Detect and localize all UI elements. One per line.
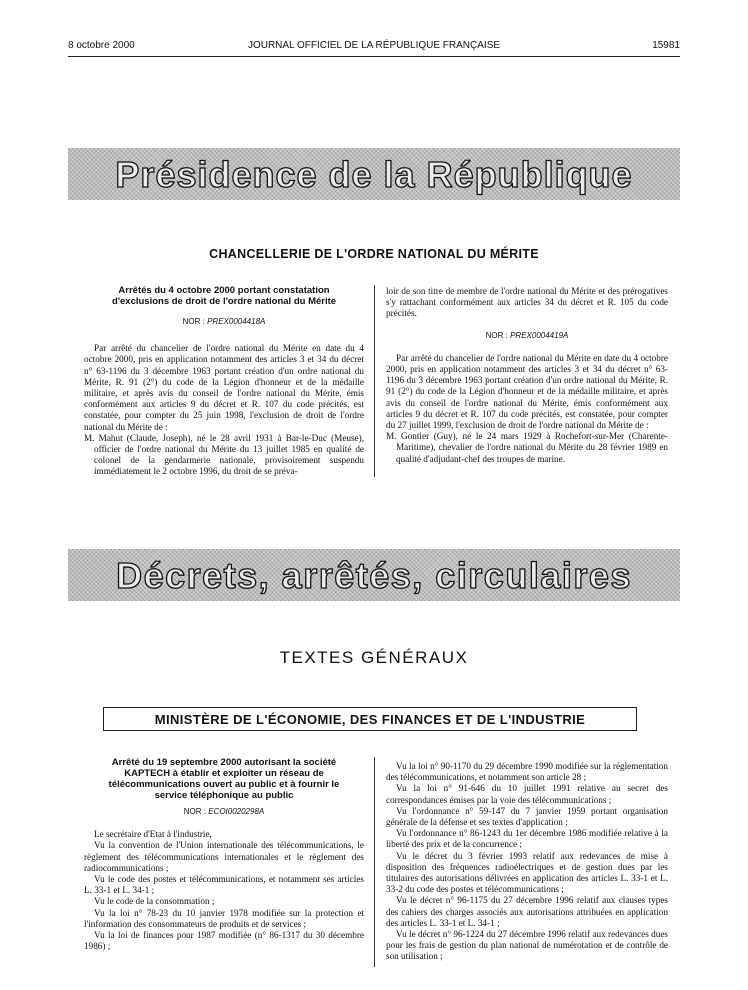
- visa-paragraph: Vu la loi n° 91-646 du 10 juillet 1991 relative au secret des correspondances émises par la voie des télécommunications ;: [386, 783, 668, 805]
- visa-paragraph: Vu la convention de l'Union internationale des télécommunications, le règlement des télécommunications internationales et le règlement des radiocommunications ;: [84, 840, 364, 873]
- column-divider: [374, 285, 375, 477]
- nor-reference-2: NOR : PREX0004419A: [485, 330, 569, 340]
- banner-title: Décrets, arrêtés, circulaires: [116, 555, 632, 596]
- ministere-heading: MINISTÈRE DE L'ÉCONOMIE, DES FINANCES ET DE L'INDUSTRIE: [154, 712, 586, 727]
- journal-title: JOURNAL OFFICIEL DE LA RÉPUBLIQUE FRANÇAISE: [247, 40, 501, 51]
- nor-reference-3: NOR : ECOI0020298A: [183, 807, 265, 816]
- visa-paragraph: Vu l'ordonnance n° 59-147 du 7 janvier 1959 portant organisation générale de la défense et ses textes d'application ;: [386, 805, 668, 828]
- visa-paragraph: Vu le code des postes et télécommunications, et notamment ses articles L. 33-1 et L. 34-1 ;: [84, 874, 364, 896]
- left-column-2: [84, 757, 364, 952]
- chancellerie-heading: CHANCELLERIE DE L'ORDRE NATIONAL DU MÉRITE: [209, 247, 539, 261]
- paragraph: loir de son titre de membre de l'ordre national du Mérite et des prérogatives s'y rattachant conformément aux articles 34 du décret et R. 105 du code précités.: [386, 286, 668, 319]
- section-banner-presidence: [68, 148, 680, 200]
- left-column-1: [84, 285, 364, 478]
- banner-title: Présidence de la République: [115, 154, 633, 195]
- visa-paragraph: Le secrétaire d'Etat à l'industrie,: [94, 829, 212, 840]
- column-divider: [374, 757, 375, 967]
- visas-list-right: [386, 761, 668, 963]
- issue-date: 8 octobre 2000: [68, 40, 135, 51]
- visa-paragraph: Vu l'ordonnance n° 86-1243 du 1er décembre 1986 modifiée relative à la liberté des prix et de la concurrence ;: [386, 828, 668, 850]
- visa-paragraph: Vu la loi de finances pour 1987 modifiée (n° 86-1317 du 30 décembre 1986) ;: [84, 930, 364, 952]
- running-header: [68, 40, 680, 54]
- right-column-2: [386, 761, 668, 963]
- right-column-1: [386, 286, 668, 465]
- arretes-title: Arrêtés du 4 octobre 2000 portant constatation d'exclusions de droit de l'ordre national du Mérite: [111, 285, 337, 307]
- page-number: 15981: [652, 40, 680, 51]
- visa-paragraph: Vu la loi n° 90-1170 du 29 décembre 1990 modifiée sur la réglementation des télécommunications, et notamment son article 28 ;: [386, 761, 668, 783]
- paragraph: Par arrêté du chancelier de l'ordre national du Mérite en date du 4 octobre 2000, pris en application notamment des articles 3 et 34 du décret n° 63-1196 du 3 décembre 1963 portant création d'un ordre national du Mérite, R. 91 (2°) du code de la Légion d'honneur et de la médaille militaire, et après avis du conseil de l'ordre national du Mérite, émis conformément aux articles 9 du décret et R. 107 du code précités, est constatée, pour compter du 27 juillet 1999, l'exclusion de droit de l'ordre national du Mérite de :: [386, 352, 668, 431]
- visa-paragraph: Vu le code de la consommation ;: [94, 896, 215, 907]
- visa-paragraph: Vu le décret n° 96-1224 du 27 décembre 1996 relatif aux redevances dues pour les frais de gestion du plan national de numérotation et de contrôle de son utilisation ;: [386, 929, 668, 962]
- paragraph: Par arrêté du chancelier de l'ordre national du Mérite en date du 4 octobre 2000, pris en application notamment des articles 3 et 34 du décret n° 63-1196 du 3 décembre 1963 portant création d'un ordre national du Mérite, R. 91 (2°) du code de la Légion d'honneur et de la médaille militaire, et après avis du conseil de l'ordre national du Mérite, émis conformément aux articles 9 du décret et R. 107 du code précités, est constatée, pour compter du 25 juin 1998, l'exclusion de droit de l'ordre national du Mérite de :: [84, 343, 364, 432]
- visa-paragraph: Vu la loi n° 78-23 du 10 janvier 1978 modifiée sur la protection et l'information des consommateurs de produits et de services ;: [84, 907, 364, 929]
- textes-generaux-heading: TEXTES GÉNÉRAUX: [279, 648, 469, 667]
- paragraph: M. Mahut (Claude, Joseph), né le 28 avril 1931 à Bar-le-Duc (Meuse), officier de l'ordre national du Mérite du 13 juillet 1985 en qualité de colonel de la gendarmerie nationale, provisoirement suspendu immédiatement le 2 octobre 1996, du droit de se préva-: [84, 432, 364, 477]
- ministere-box: [103, 707, 637, 731]
- section-banner-decrets: [68, 549, 680, 601]
- paragraph: M. Gontier (Guy), né le 24 mars 1929 à Rochefort-sur-Mer (Charente-Maritime), chevalier de l'ordre national du Mérite du 28 février 1989 en qualité d'adjudant-chef des troupes de marine.: [386, 431, 668, 464]
- header-rule: [68, 56, 680, 57]
- visa-paragraph: Vu le décret du 3 février 1993 relatif aux redevances de mise à disposition des fréquences radioélectriques et de gestion dues par les titulaires des autorisations délivrées en application des articles L. 33-1 et L. 33-2 du code des postes et télécommunications ;: [386, 850, 668, 895]
- visa-paragraph: Vu le décret n° 96-1175 du 27 décembre 1996 relatif aux clauses types des cahiers des charges associés aux autorisations attribuées en application des articles L. 33-1 et L. 34-1 ;: [386, 895, 668, 928]
- nor-reference-1: NOR : PREX0004418A: [182, 317, 266, 326]
- arrete-kaptech-title: Arrêté du 19 septembre 2000 autorisant la société KAPTECH à établir et exploiter un réseau de télécommunications ouvert au public et à fournir le service téléphonique au public: [108, 757, 340, 801]
- visas-list-left: [84, 829, 364, 952]
